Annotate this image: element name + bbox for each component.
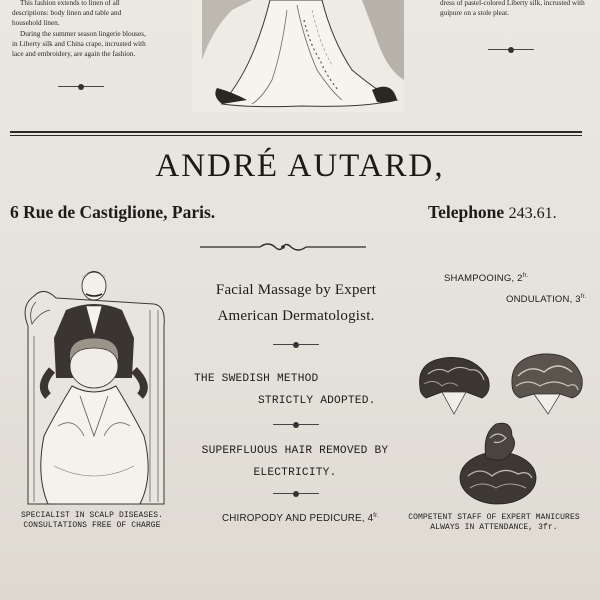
superfluous-hair-text (180, 440, 410, 484)
divider-rule-top (10, 131, 582, 133)
scroll-ornament (200, 240, 366, 254)
top-left-ornament (58, 83, 104, 91)
telephone (428, 202, 557, 223)
center-ornament-2 (273, 421, 319, 429)
divider-rule-bottom (10, 135, 582, 136)
ondulation-text (506, 294, 586, 305)
hairstyle-illustration-1 (414, 352, 494, 420)
swedish-line-1: THE SWEDISH METHOD (194, 373, 319, 385)
shampooing-unit: fr. (522, 273, 529, 279)
facial-line-2: American Dermatologist. (217, 308, 375, 324)
swedish-method-text (180, 368, 376, 412)
hair-line-2: ELECTRICITY. (253, 467, 337, 479)
ondulation-label: ONDULATION, 3 (506, 294, 581, 305)
center-ornament-3 (273, 490, 319, 498)
top-left-para-2: During the summer season lingerie blouses, in Liberty silk and China crape, incrusted with lace and embroidery, are again the fashion. (12, 30, 146, 58)
caption-left-line-1: SPECIALIST IN SCALP DISEASES. (20, 511, 164, 520)
gown-illustration (192, 0, 404, 112)
chiropody-unit: fr. (373, 513, 379, 519)
facial-line-1: Facial Massage by Expert (215, 282, 377, 298)
hairstyle-illustration-2 (508, 350, 586, 420)
swedish-line-2: STRICTLY ADOPTED. (258, 395, 376, 407)
address: 6 Rue de Castiglione, Paris. (10, 202, 216, 222)
caption-left-line-2: CONSULTATIONS FREE OF CHARGE (23, 521, 161, 530)
caption-right (396, 513, 592, 533)
chiropody-text (222, 513, 422, 524)
top-right-para: dress of pastel-colored Liberty silk, incrusted with guipure on a stole pleat. (440, 0, 585, 17)
ondulation-unit: fr. (580, 294, 587, 300)
couple-illustration (14, 266, 170, 508)
caption-right-line-2: ALWAYS IN ATTENDANCE, 3fr. (430, 523, 558, 532)
facial-massage-text (178, 277, 414, 329)
top-right-column (440, 0, 588, 18)
hair-line-1: SUPERFLUOUS HAIR REMOVED BY (201, 445, 389, 457)
hairstyle-illustration-3 (456, 414, 540, 508)
top-right-ornament (488, 46, 534, 54)
center-ornament-1 (273, 341, 319, 349)
top-left-column (12, 0, 152, 60)
top-left-para-1: This fashion extends to linen of all descriptions: body linen and table and household linen. (12, 0, 122, 27)
caption-left (4, 511, 180, 531)
shampooing-text (444, 273, 528, 284)
shampooing-label: SHAMPOOING, 2 (444, 273, 523, 284)
telephone-label: Telephone (428, 202, 505, 222)
caption-right-line-1: COMPETENT STAFF OF EXPERT MANICURES (408, 513, 580, 522)
advertiser-name: ANDRÉ AUTARD, (155, 148, 445, 184)
chiropody-label: CHIROPODY AND PEDICURE, 4 (222, 513, 374, 524)
telephone-number: 243.61. (508, 205, 557, 222)
